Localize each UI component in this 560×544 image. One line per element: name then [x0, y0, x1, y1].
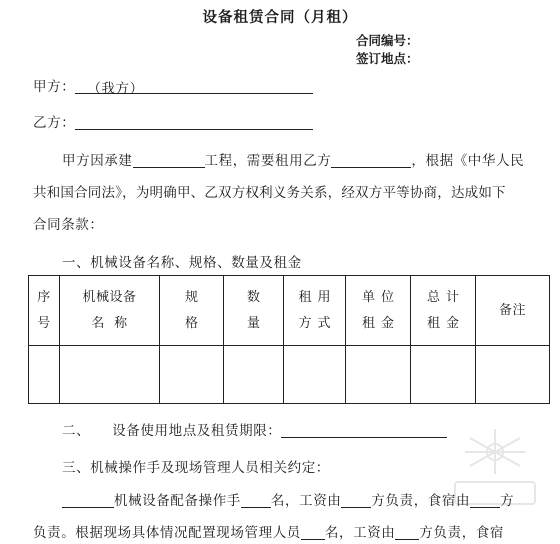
wage-party-field[interactable] — [341, 493, 371, 508]
location-period-field[interactable] — [281, 423, 447, 438]
cell-rental-method[interactable] — [284, 346, 346, 404]
clause-text: 负责。根据现场具体情况配置现场管理人员 — [33, 525, 301, 541]
clause-text: 机械设备配备操作手 — [114, 493, 241, 509]
cell-remarks[interactable] — [476, 346, 550, 404]
contract-number-label: 合同编号： — [356, 33, 419, 48]
cell-index[interactable] — [29, 346, 60, 404]
party-b-row — [33, 111, 313, 131]
table-row — [29, 346, 550, 404]
equipment-name-field[interactable] — [331, 153, 411, 168]
section-2-number: 二、 — [62, 423, 91, 439]
equipment-blank-field[interactable] — [62, 493, 114, 508]
party-a-field[interactable] — [75, 79, 313, 97]
party-b-label: 乙方： — [33, 115, 76, 131]
equipment-table — [28, 275, 550, 404]
signing-place-label: 签订地点： — [356, 51, 419, 66]
col-header-quantity: 数量 — [224, 276, 284, 346]
intro-text-b: 工程，需要租用乙方 — [204, 153, 332, 169]
section-1-heading: 一、机械设备名称、规格、数量及租金 — [62, 255, 302, 271]
party-a-row — [33, 75, 313, 95]
manager-wage-party-field[interactable] — [395, 525, 419, 540]
intro-line-3: 合同条款： — [33, 217, 104, 233]
manager-count-field[interactable] — [301, 525, 325, 540]
intro-text-a: 甲方因承建 — [62, 153, 133, 169]
party-a-value: （我方） — [87, 81, 144, 97]
party-a-label: 甲方： — [33, 79, 76, 95]
cell-equipment-name[interactable] — [60, 346, 160, 404]
section-3-heading: 三、机械操作手及现场管理人员相关约定： — [62, 460, 330, 476]
col-header-equipment-name: 机械设备 名 称 — [60, 276, 160, 346]
operator-count-field[interactable] — [241, 493, 271, 508]
clause-text: 名，工资由 — [270, 493, 342, 509]
cell-spec[interactable] — [160, 346, 224, 404]
watermark-logo — [440, 424, 550, 514]
cell-quantity[interactable] — [224, 346, 284, 404]
party-b-field[interactable] — [75, 115, 313, 130]
col-header-unit-rent: 单位 租金 — [346, 276, 411, 346]
section-2-text: 设备使用地点及租赁期限： — [112, 423, 282, 439]
clause-text: 名，工资由 — [324, 525, 396, 541]
col-header-rental-method: 租用 方式 — [284, 276, 346, 346]
col-header-total-rent: 总计 租金 — [411, 276, 476, 346]
intro-text-c: ，根据《中华人民 — [411, 153, 525, 169]
col-header-remarks: 备注 — [476, 276, 550, 346]
col-header-index: 序 号 — [29, 276, 60, 346]
document-title: 设备租赁合同（月租） — [202, 10, 358, 26]
project-name-field[interactable] — [133, 153, 205, 168]
cell-total-rent[interactable] — [411, 346, 476, 404]
table-header-row — [29, 276, 550, 346]
section-2-heading — [62, 419, 447, 439]
clause-text: 方负责，食宿由 — [371, 493, 471, 509]
cell-unit-rent[interactable] — [346, 346, 411, 404]
clause-text: 方负责，食宿 — [419, 525, 505, 541]
clause-3-line-2 — [33, 521, 504, 541]
col-header-spec: 规格 — [160, 276, 224, 346]
intro-line-2: 共和国合同法》，为明确甲、乙双方权利义务关系，经双方平等协商，达成如下 — [33, 185, 506, 201]
intro-line-1 — [62, 149, 524, 169]
clause-text: 方 — [500, 493, 515, 509]
